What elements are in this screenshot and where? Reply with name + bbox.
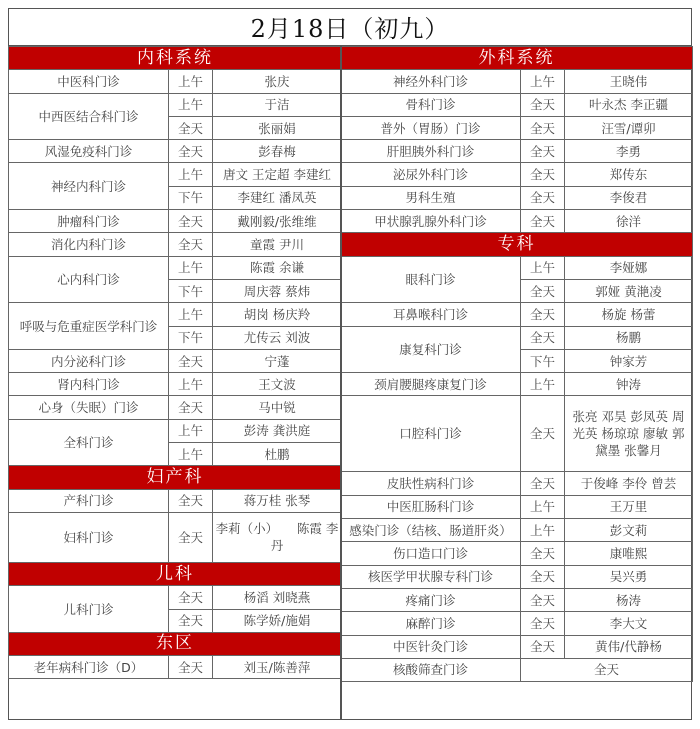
schedule-row (341, 472, 693, 495)
time-cell: 上午 (169, 303, 213, 326)
doctors-cell: 宁蓬 (213, 349, 342, 372)
time-cell: 上午 (169, 93, 213, 116)
doctors-cell: 杨涛 (565, 588, 693, 611)
doctors-cell: 黄伟/代静杨 (565, 635, 693, 658)
doctors-cell: 彭涛 龚洪庭 (213, 419, 342, 442)
time-cell: 全天 (169, 116, 213, 139)
department-cell: 皮肤性病科门诊 (341, 472, 521, 495)
doctors-cell: 郑传东 (565, 163, 693, 186)
time-cell: 全天 (521, 140, 565, 163)
doctors-cell: 于洁 (213, 93, 342, 116)
schedule-row (9, 349, 342, 372)
schedule-row (9, 373, 342, 396)
time-cell: 全天 (521, 612, 565, 635)
schedule-row (9, 419, 342, 442)
department-cell: 麻醉门诊 (341, 612, 521, 635)
department-cell: 核医学甲状腺专科门诊 (341, 565, 521, 588)
department-cell: 感染门诊（结核、肠道肝炎） (341, 519, 521, 542)
doctors-cell: 张亮 邓昊 彭凤英 周光英 杨琼琼 廖敏 郭黛墨 张馨月 (565, 396, 693, 472)
time-cell: 全天 (169, 586, 213, 609)
doctors-cell: 钟家芳 (565, 349, 693, 372)
section-header: 外科系统 (341, 47, 693, 70)
section-header: 妇产科 (9, 466, 342, 489)
schedule-row (9, 70, 342, 93)
section-header: 内科系统 (9, 47, 342, 70)
schedule-row (341, 635, 693, 658)
section-header: 东区 (9, 632, 342, 655)
section-header-row (9, 47, 342, 70)
schedule-row (341, 612, 693, 635)
doctors-cell: 马中锐 (213, 396, 342, 419)
doctors-cell: 王文波 (213, 373, 342, 396)
doctors-cell: 王万里 (565, 495, 693, 518)
schedule-row (9, 512, 342, 562)
doctors-cell: 李勇 (565, 140, 693, 163)
doctors-cell: 杜鹏 (213, 443, 342, 466)
doctors-cell: 彭文莉 (565, 519, 693, 542)
time-cell: 上午 (521, 495, 565, 518)
department-cell: 眼科门诊 (341, 256, 521, 303)
time-cell: 全天 (169, 656, 213, 679)
department-cell: 内分泌科门诊 (9, 349, 169, 372)
department-cell: 呼吸与危重症医学科门诊 (9, 303, 169, 350)
time-cell: 上午 (169, 70, 213, 93)
section-header: 儿科 (9, 562, 342, 585)
schedule-row (341, 186, 693, 209)
schedule-row (341, 519, 693, 542)
department-cell: 骨科门诊 (341, 93, 521, 116)
time-cell: 上午 (521, 256, 565, 279)
department-cell: 风湿免疫科门诊 (9, 140, 169, 163)
schedule-row (341, 658, 693, 681)
department-cell: 肾内科门诊 (9, 373, 169, 396)
department-cell: 神经外科门诊 (341, 70, 521, 93)
department-cell: 全科门诊 (9, 419, 169, 466)
schedule-row (341, 565, 693, 588)
time-cell: 全天 (521, 588, 565, 611)
time-cell: 全天 (169, 512, 213, 562)
time-cell: 上午 (521, 70, 565, 93)
schedule-row (9, 586, 342, 609)
schedule-row (341, 70, 693, 93)
doctors-cell: 汪雪/谭卯 (565, 116, 693, 139)
schedule-row (341, 326, 693, 349)
schedule-row (9, 396, 342, 419)
schedule-row (341, 373, 693, 396)
section-header-row (9, 562, 342, 585)
doctors-cell: 吴兴勇 (565, 565, 693, 588)
time-cell: 全天 (169, 396, 213, 419)
doctors-cell: 胡岗 杨庆羚 (213, 303, 342, 326)
time-cell: 下午 (521, 349, 565, 372)
department-cell: 肝胆胰外科门诊 (341, 140, 521, 163)
schedule-row (9, 210, 342, 233)
time-cell: 全天 (169, 349, 213, 372)
doctors-cell: 蒋万桂 张琴 (213, 489, 342, 512)
department-cell: 儿科门诊 (9, 586, 169, 633)
time-cell: 全天 (521, 542, 565, 565)
time-cell: 上午 (169, 373, 213, 396)
time-cell: 上午 (169, 419, 213, 442)
time-cell: 全天 (521, 93, 565, 116)
section-header: 专科 (341, 233, 693, 256)
time-cell: 全天 (521, 326, 565, 349)
time-cell: 全天 (521, 635, 565, 658)
schedule-row (9, 93, 342, 116)
schedule-row (9, 163, 342, 186)
time-cell: 全天 (521, 472, 565, 495)
department-cell: 颈肩腰腿疼康复门诊 (341, 373, 521, 396)
department-cell: 泌尿外科门诊 (341, 163, 521, 186)
department-cell: 康复科门诊 (341, 326, 521, 373)
time-cell: 上午 (521, 373, 565, 396)
department-cell: 消化内科门诊 (9, 233, 169, 256)
schedule-row (9, 140, 342, 163)
time-cell: 全天 (521, 210, 565, 233)
department-cell: 伤口造口门诊 (341, 542, 521, 565)
schedule-row (341, 396, 693, 472)
doctors-cell: 戴刚毅/张维维 (213, 210, 342, 233)
doctors-cell: 杨旋 杨蕾 (565, 303, 693, 326)
doctors-cell: 张丽娟 (213, 116, 342, 139)
doctors-cell: 尤传云 刘波 (213, 326, 342, 349)
doctors-cell: 彭春梅 (213, 140, 342, 163)
right-schedule-table (340, 46, 693, 682)
department-cell: 老年病科门诊（D） (9, 656, 169, 679)
section-header-row (9, 466, 342, 489)
doctors-cell: 杨滔 刘晓燕 (213, 586, 342, 609)
schedule-row (341, 140, 693, 163)
department-cell: 耳鼻喉科门诊 (341, 303, 521, 326)
schedule-row (341, 93, 693, 116)
doctors-cell: 杨鹏 (565, 326, 693, 349)
time-cell: 全天 (521, 163, 565, 186)
doctors-cell: 李俊君 (565, 186, 693, 209)
doctors-cell: 徐洋 (565, 210, 693, 233)
doctors-cell: 周庆蓉 蔡炜 (213, 279, 342, 302)
schedule-row (341, 256, 693, 279)
department-cell: 妇科门诊 (9, 512, 169, 562)
doctors-cell: 叶永杰 李正疆 (565, 93, 693, 116)
department-cell: 中西医结合科门诊 (9, 93, 169, 140)
time-cell: 上午 (169, 163, 213, 186)
time-cell: 上午 (169, 443, 213, 466)
schedule-row (9, 303, 342, 326)
doctors-cell: 陈霞 余谦 (213, 256, 342, 279)
doctors-cell: 康唯熙 (565, 542, 693, 565)
doctors-cell: 李大文 (565, 612, 693, 635)
department-cell: 甲状腺乳腺外科门诊 (341, 210, 521, 233)
column-divider (340, 46, 342, 720)
time-cell: 下午 (169, 186, 213, 209)
time-cell: 全天 (521, 565, 565, 588)
doctors-cell: 张庆 (213, 70, 342, 93)
time-cell: 全天 (169, 489, 213, 512)
time-cell: 全天 (169, 140, 213, 163)
doctors-cell: 钟涛 (565, 373, 693, 396)
department-cell: 中医科门诊 (9, 70, 169, 93)
schedule-row (341, 210, 693, 233)
doctors-cell: 李娅娜 (565, 256, 693, 279)
schedule-row (341, 163, 693, 186)
doctors-cell: 陈学娇/施娟 (213, 609, 342, 632)
time-cell: 全天 (169, 609, 213, 632)
department-cell: 男科生殖 (341, 186, 521, 209)
time-cell: 全天 (521, 396, 565, 472)
time-cell: 全天 (521, 116, 565, 139)
section-header-row (341, 47, 693, 70)
schedule-row (341, 495, 693, 518)
department-cell: 心内科门诊 (9, 256, 169, 303)
schedule-row (9, 256, 342, 279)
department-cell: 神经内科门诊 (9, 163, 169, 210)
department-cell: 产科门诊 (9, 489, 169, 512)
doctors-cell: 郭娅 黄滟凌 (565, 279, 693, 302)
doctors-cell: 于俊峰 李伶 曾芸 (565, 472, 693, 495)
doctors-cell: 李莉（小） 陈霞 李丹 (213, 512, 342, 562)
department-cell: 中医针灸门诊 (341, 635, 521, 658)
department-cell: 中医肛肠科门诊 (341, 495, 521, 518)
department-cell: 肿瘤科门诊 (9, 210, 169, 233)
section-header-row (341, 233, 693, 256)
time-cell: 上午 (169, 256, 213, 279)
schedule-row (341, 542, 693, 565)
time-cell: 全天 (521, 303, 565, 326)
schedule-row (9, 489, 342, 512)
department-cell: 心身（失眠）门诊 (9, 396, 169, 419)
department-cell: 疼痛门诊 (341, 588, 521, 611)
schedule-row (341, 116, 693, 139)
doctors-cell: 李建红 潘凤英 (213, 186, 342, 209)
doctors-cell: 王晓伟 (565, 70, 693, 93)
time-cell: 上午 (521, 519, 565, 542)
time-cell: 全天 (521, 279, 565, 302)
time-cell: 全天 (521, 186, 565, 209)
time-cell: 下午 (169, 326, 213, 349)
department-cell: 口腔科门诊 (341, 396, 521, 472)
department-cell: 核酸筛查门诊 (341, 658, 521, 681)
time-cell: 全天 (521, 658, 693, 681)
department-cell: 普外（胃肠）门诊 (341, 116, 521, 139)
schedule-row (9, 656, 342, 679)
schedule-row (9, 233, 342, 256)
time-cell: 全天 (169, 233, 213, 256)
schedule-row (341, 588, 693, 611)
time-cell: 下午 (169, 279, 213, 302)
doctors-cell: 唐文 王定超 李建红 (213, 163, 342, 186)
time-cell: 全天 (169, 210, 213, 233)
left-schedule-table (8, 46, 342, 679)
section-header-row (9, 632, 342, 655)
schedule-row (341, 303, 693, 326)
page-title: 2月18日（初九） (8, 8, 692, 46)
doctors-cell: 刘玉/陈善萍 (213, 656, 342, 679)
doctors-cell: 童霞 尹川 (213, 233, 342, 256)
